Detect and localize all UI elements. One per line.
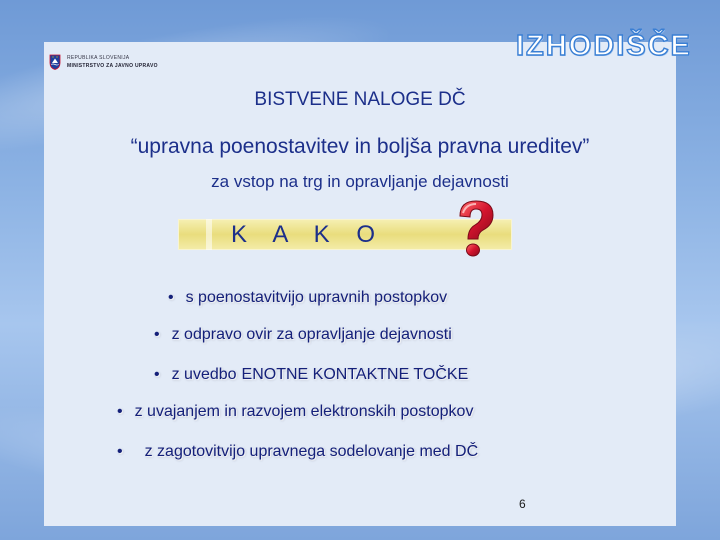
bullet-marker: • [168,289,174,306]
bullet-item [168,289,447,307]
bullet-text: z odpravo ovir za opravljanje dejavnosti [171,326,452,343]
page-number: 6 [519,497,526,511]
corner-title: IZHODIŠČE [516,30,692,62]
bullet-item [154,366,468,384]
slide-subtitle-quote: “upravna poenostavitev in boljša pravna ureditev” [130,135,590,158]
bullet-text: ENOTNE KONTAKTNE TOČKE [241,366,469,383]
bullet-marker: • [117,403,123,420]
org-name-line2: MINISTRSTVO ZA JAVNO UPRAVO [67,63,158,69]
coat-of-arms-icon [49,54,61,70]
bullet-marker: • [154,326,160,343]
kako-heading: K A K O [230,221,386,248]
slide-title: BISTVENE NALOGE DČ [254,89,466,110]
bullet-text: s poenostavitvijo upravnih postopkov [185,289,448,306]
bullet-item [154,326,452,344]
bullet-item [117,443,478,461]
slide-subtitle-line: za vstop na trg in opravljanje dejavnosti [211,172,509,191]
bullet-marker: • [154,366,160,383]
question-mark-icon [452,198,500,260]
bullet-text: z uvajanjem in razvojem elektronskih postopkov [134,403,474,420]
ministry-logo [49,54,158,70]
org-name-line1: REPUBLIKA SLOVENIJA [67,55,130,61]
bullet-text-lead: z uvedbo [171,366,237,383]
bullet-text: z zagotovitvijo upravnega sodelovanje med DČ [144,443,479,460]
bullet-item [117,403,473,421]
bullet-marker: • [117,443,123,460]
